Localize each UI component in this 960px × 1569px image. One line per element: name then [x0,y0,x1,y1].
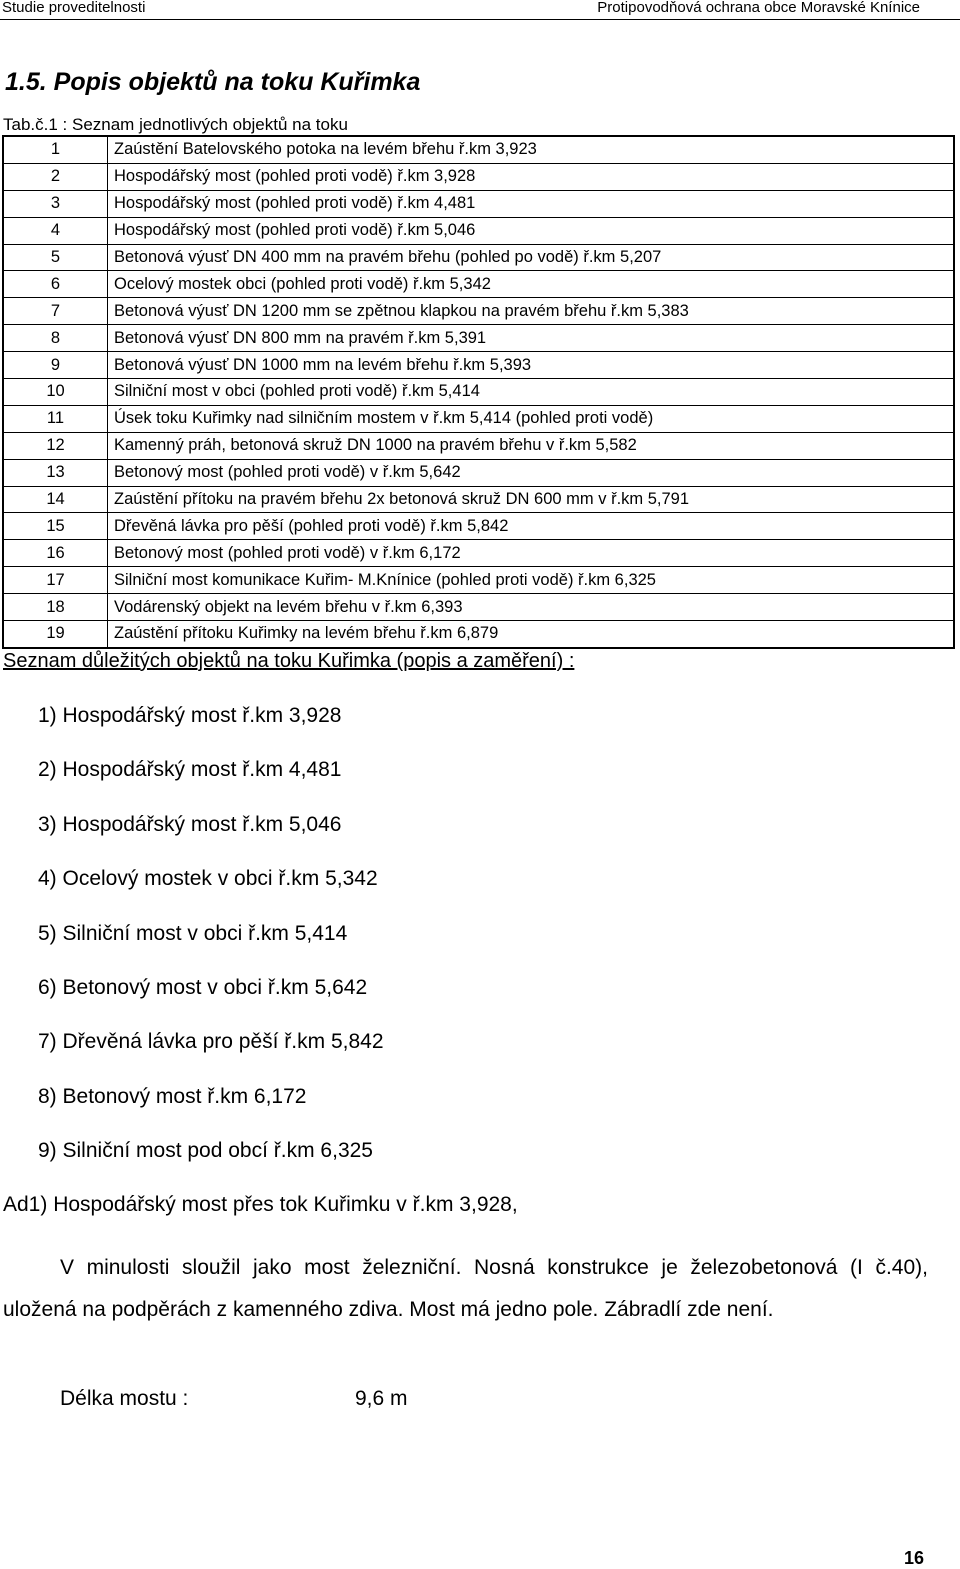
row-description: Hospodářský most (pohled proti vodě) ř.km 3,928 [114,167,476,186]
row-number: 15 [4,513,108,539]
row-description: Betonová výusť DN 400 mm na pravém břehu (pohled po vodě) ř.km 5,207 [114,248,662,266]
page-header [0,0,960,19]
row-description: Ocelový mostek obci (pohled proti vodě) ř.km 5,342 [114,274,491,293]
row-description: Betonový most (pohled proti vodě) v ř.km 6,172 [114,543,461,562]
section-title: 1.5. Popis objektů na toku Kuřimka [5,68,421,96]
row-description: Silniční most komunikace Kuřim- M.Knínice (pohled proti vodě) ř.km 6,325 [114,570,656,589]
table-row [4,244,953,271]
table-row [4,324,953,351]
row-number: 4 [4,218,108,244]
table-row [4,459,953,486]
table-row [4,566,953,593]
row-number: 1 [4,137,108,163]
table-row [4,163,953,190]
table-row [4,190,953,217]
row-description: Dřevěná lávka pro pěší (pohled proti vodě) ř.km 5,842 [114,516,509,535]
row-number: 18 [4,594,108,620]
row-description: Vodárenský objekt na levém břehu v ř.km 6,393 [114,597,463,616]
row-number: 5 [4,245,108,271]
ad1-heading: Ad1) Hospodářský most přes tok Kuřimku v ř.km 3,928, [3,1193,518,1216]
row-number: 7 [4,298,108,324]
table-caption: Tab.č.1 : Seznam jednotlivých objektů na toku [3,115,348,134]
table-row [4,539,953,566]
header-divider [0,19,960,20]
table-row [4,351,953,378]
row-number: 10 [4,379,108,405]
table-row [4,486,953,513]
table-row [4,297,953,324]
row-number: 6 [4,271,108,297]
row-number: 14 [4,487,108,513]
list-item: 7) Dřevěná lávka pro pěší ř.km 5,842 [38,1030,384,1054]
row-number: 3 [4,191,108,217]
table-row [4,512,953,539]
row-description: Zaústění přítoku Kuřimky na levém břehu ř.km 6,879 [114,624,499,643]
important-objects-heading: Seznam důležitých objektů na toku Kuřimka (popis a zaměření) : [3,650,575,672]
row-description: Betonová výusť DN 1000 mm na levém břehu ř.km 5,393 [114,355,532,374]
row-description: Betonový most (pohled proti vodě) v ř.km 5,642 [114,463,461,482]
row-description: Hospodářský most (pohled proti vodě) ř.km 4,481 [114,194,476,213]
row-number: 12 [4,433,108,459]
list-item: 3) Hospodářský most ř.km 5,046 [38,812,342,836]
page-number: 16 [903,1548,924,1568]
row-number: 9 [4,352,108,378]
list-item: 2) Hospodářský most ř.km 4,481 [38,758,342,782]
list-item: 8) Betonový most ř.km 6,172 [38,1084,307,1108]
table-row [4,620,953,647]
row-description: Zaústění přítoku na pravém břehu 2x betonová skruž DN 600 mm v ř.km 5,791 [114,490,690,509]
objects-table [2,135,955,649]
row-description: Hospodářský most (pohled proti vodě) ř.km 5,046 [114,221,476,240]
ad1-paragraph [3,1247,928,1331]
table-row [4,137,953,163]
list-item: 4) Ocelový mostek v obci ř.km 5,342 [38,867,378,891]
list-item: 9) Silniční most pod obcí ř.km 6,325 [38,1139,373,1163]
list-item: 5) Silniční most v obci ř.km 5,414 [38,921,348,945]
list-item: 1) Hospodářský most ř.km 3,928 [38,704,342,727]
table-row [4,270,953,297]
row-number: 19 [4,621,108,647]
table-row [4,405,953,432]
table-row [4,432,953,459]
bridge-length-value: 9,6 m [355,1387,408,1410]
row-description: Betonová výusť DN 1200 mm se zpětnou klapkou na pravém břehu ř.km 5,383 [114,301,689,320]
row-description: Silniční most v obci (pohled proti vodě) ř.km 5,414 [114,382,480,401]
table-row [4,593,953,620]
header-study-title: Studie proveditelnosti [2,0,146,16]
ad1-paragraph-text: V minulosti sloužil jako most železniční. Nosná konstrukce je železobetonová (I č.40), uložená na podpěrách z kamenného zdiva. Most má jedno pole. Zábradlí zde není. [3,1256,928,1321]
row-number: 8 [4,325,108,351]
row-number: 16 [4,540,108,566]
bridge-length-label: Délka mostu : [60,1387,189,1410]
row-number: 2 [4,164,108,190]
row-description: Zaústění Batelovského potoka na levém břehu ř.km 3,923 [114,140,537,159]
important-objects-list [38,704,384,1194]
row-number: 17 [4,567,108,593]
table-row [4,217,953,244]
header-project-title: Protipovodňová ochrana obce Moravské Knínice [597,0,920,16]
row-number: 13 [4,460,108,486]
row-description: Betonová výusť DN 800 mm na pravém ř.km 5,391 [114,328,487,347]
table-row [4,378,953,405]
row-description: Úsek toku Kuřimky nad silničním mostem v ř.km 5,414 (pohled proti vodě) [114,409,654,428]
row-description: Kamenný práh, betonová skruž DN 1000 na pravém břehu v ř.km 5,582 [114,436,637,455]
row-number: 11 [4,406,108,432]
list-item: 6) Betonový most v obci ř.km 5,642 [38,975,368,999]
